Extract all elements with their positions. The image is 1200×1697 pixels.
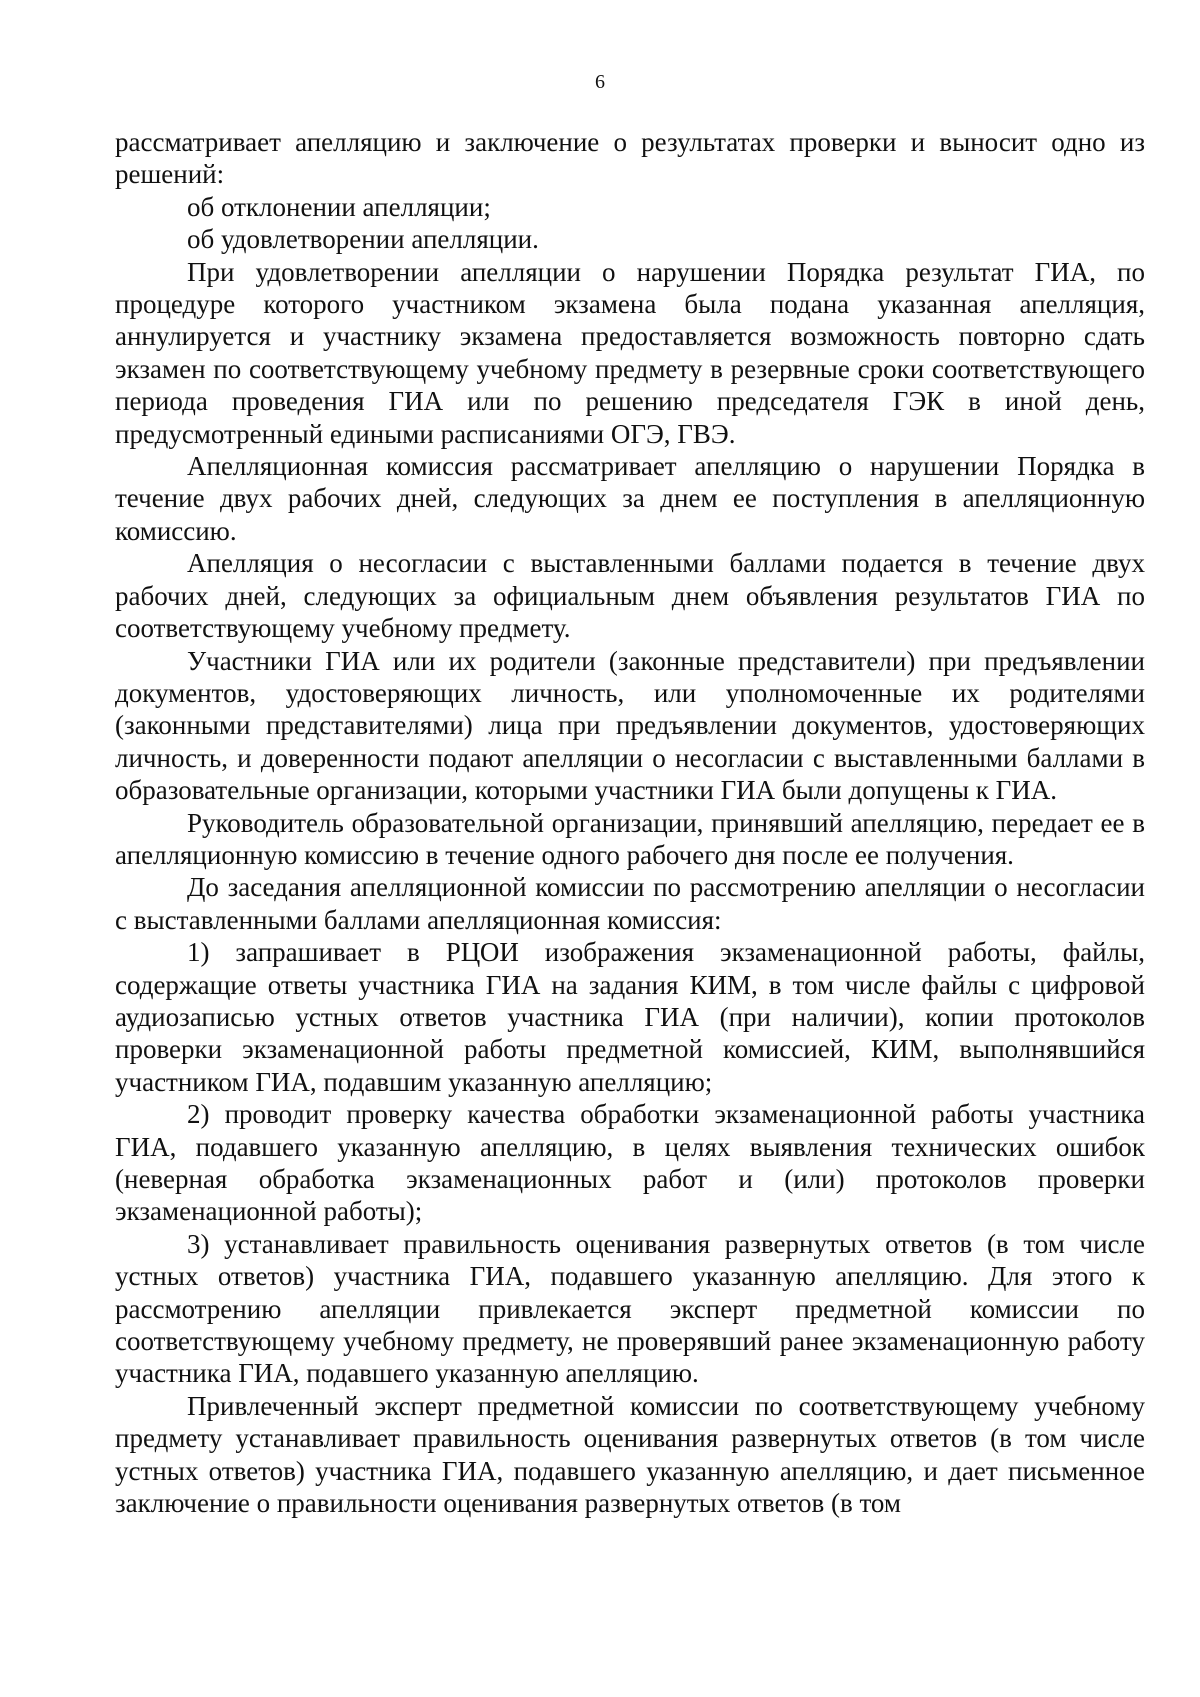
list-item-1: 1) запрашивает в РЦОИ изображения экзаменационной работы, файлы, содержащие ответы участника ГИА на задания КИМ, в том числе файлы с цифровой аудиозаписью устных ответов участника ГИА (при наличии), копии протоколов проверки экзаменационной работы предметной комиссией, КИМ, выполнявшийся участником ГИА, подавшим указанную апелляцию; bbox=[115, 937, 1145, 1097]
paragraph-option-accept: об удовлетворении апелляции. bbox=[187, 224, 539, 255]
paragraph-head-transfers: Руководитель образовательной организации, принявший апелляцию, передает ее в апелляционную комиссию в течение одного рабочего дня после ее получения. bbox=[115, 807, 1145, 870]
paragraph-participants-submit: Участники ГИА или их родители (законные представители) при предъявлении документов, удостоверяющих личность, или уполномоченные их родителями (законными представителями) лица при предъявлении документов, удостоверяющих личность, и доверенности подают апелляции о несогласии с выставленными баллами в образовательные организации, которыми участники ГИА были допущены к ГИА. bbox=[115, 645, 1145, 806]
paragraph-expert-conclusion: Привлеченный эксперт предметной комиссии по соответствующему учебному предмету устанавливает правильность оценивания развернутых ответов (в том числе устных ответов) участника ГИА, подавшего указанную апелляцию, и дает письменное заключение о правильности оценивания развернутых ответов (в том bbox=[115, 1390, 1145, 1519]
paragraph-commission-review: Апелляционная комиссия рассматривает апелляцию о нарушении Порядка в течение двух рабочих дней, следующих за днем ее поступления в апелляционную комиссию. bbox=[115, 451, 1145, 546]
page-number: 6 bbox=[595, 71, 605, 93]
document-body bbox=[115, 126, 1145, 1519]
paragraph-violation-result: При удовлетворении апелляции о нарушении Порядка результат ГИА, по процедуре которого участником экзамена была подана указанная апелляция, аннулируется и участнику экзамена предоставляется возможность повторно сдать экзамен по соответствующему учебному предмету в резервные сроки соответствующего периода проведения ГИА или по решению председателя ГЭК в иной день, предусмотренный едиными расписаниями ОГЭ, ГВЭ. bbox=[115, 256, 1145, 449]
list-item-2: 2) проводит проверку качества обработки экзаменационной работы участника ГИА, подавшего указанную апелляцию, в целях выявления технических ошибок (неверная обработка экзаменационных работ и (или) протоколов проверки экзаменационной работы); bbox=[115, 1099, 1145, 1227]
paragraph-option-reject: об отклонении апелляции; bbox=[187, 191, 491, 222]
list-item-3: 3) устанавливает правильность оценивания развернутых ответов (в том числе устных ответов) участника ГИА, подавшего указанную апелляцию. Для этого к рассмотрению апелляции привлекается эксперт предметной комиссии по соответствующему учебному предмету, не проверявший ранее экзаменационную работу участника ГИА, подавшего указанную апелляцию. bbox=[115, 1228, 1145, 1389]
paragraph-disagreement-deadline: Апелляция о несогласии с выставленными баллами подается в течение двух рабочих дней, следующих за официальным днем объявления результатов ГИА по соответствующему учебному предмету. bbox=[115, 548, 1145, 644]
paragraph-before-meeting: До заседания апелляционной комиссии по рассмотрению апелляции о несогласии с выставленными баллами апелляционная комиссия: bbox=[115, 872, 1145, 935]
paragraph-continuation: рассматривает апелляцию и заключение о результатах проверки и выносит одно из решений: bbox=[115, 127, 1145, 190]
